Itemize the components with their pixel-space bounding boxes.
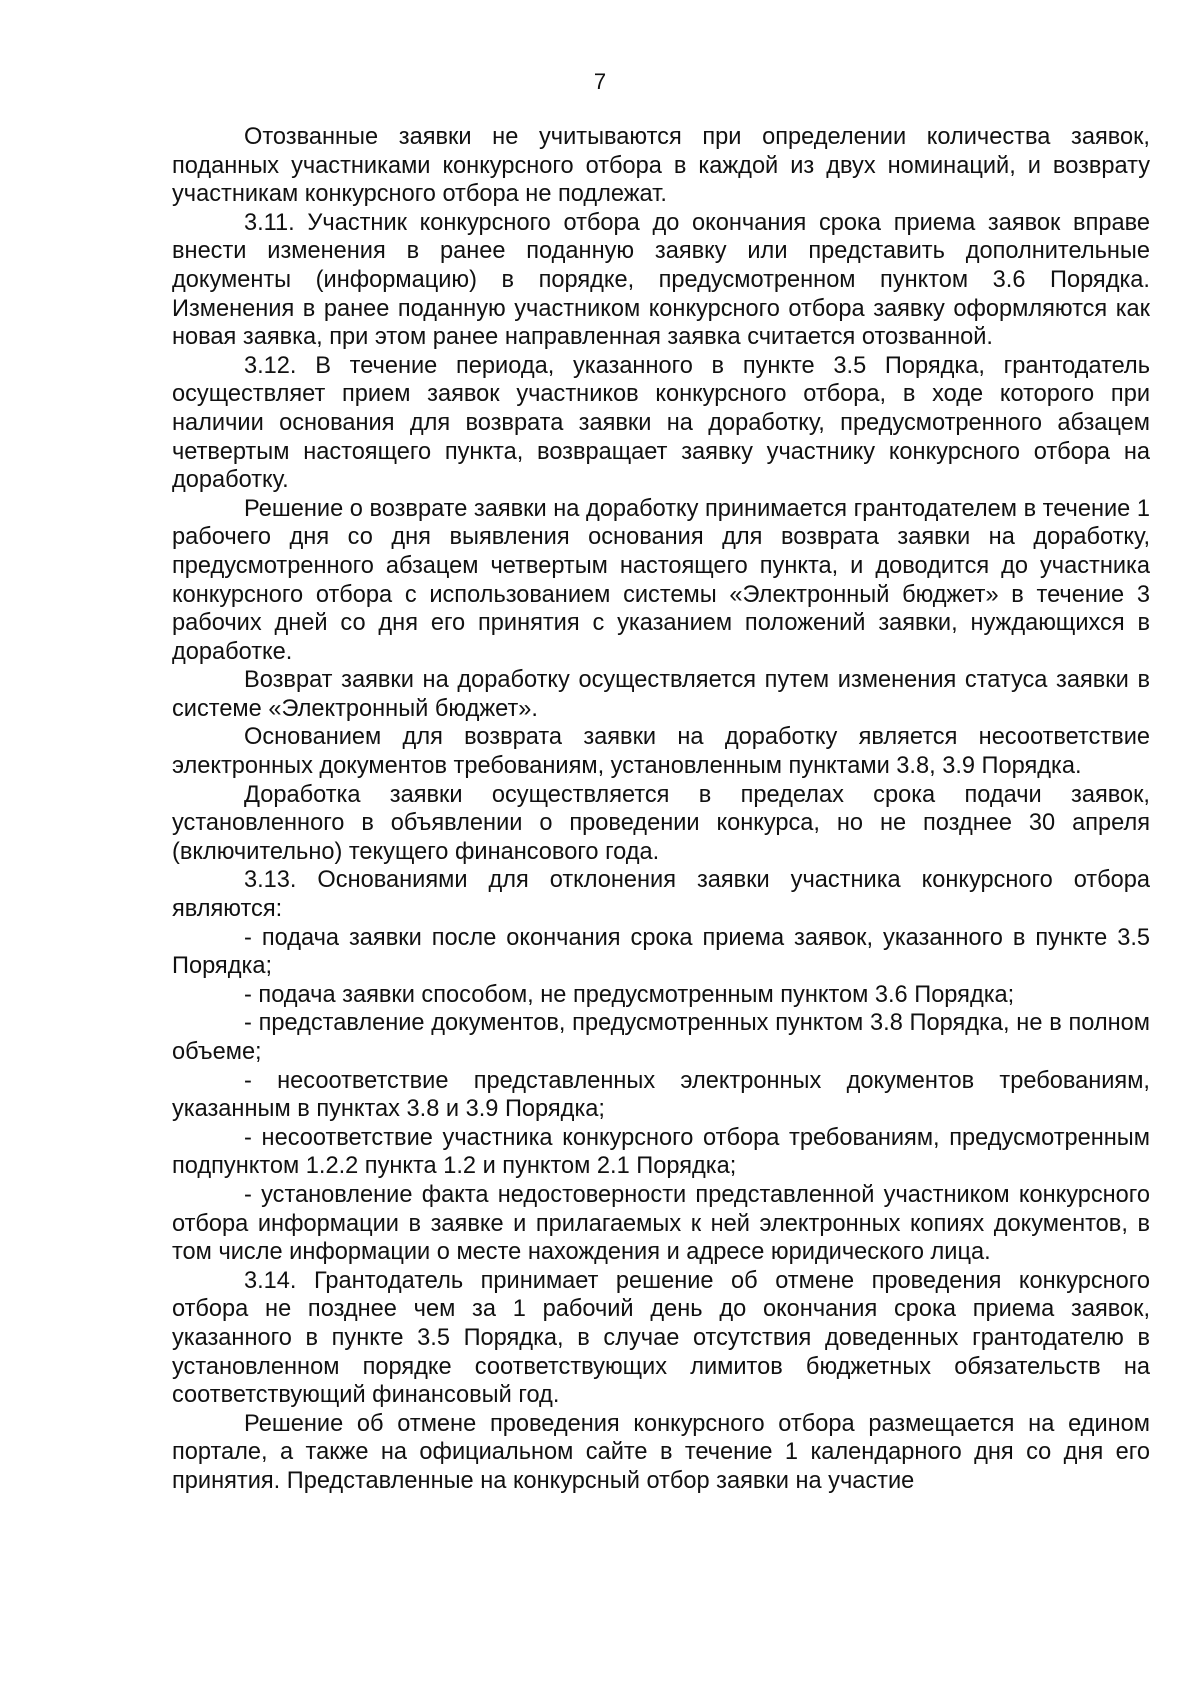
list-item-false-information: - установление факта недостоверности представленной участником конкурсного отбора информации в заявке и прилагаемых к ней электронных копиях документов, в том числе информации о месте нахождения и адресе юридического лица.: [172, 1181, 1150, 1266]
page-number: 7: [593, 69, 607, 94]
list-item-wrong-method: - подача заявки способом, не предусмотренным пунктом 3.6 Порядка;: [244, 981, 1015, 1008]
paragraph-3-13: 3.13. Основаниями для отклонения заявки участника конкурсного отбора являются:: [172, 867, 1150, 923]
list-item-late-submission: - подача заявки после окончания срока приема заявок, указанного в пункте 3.5 Порядка;: [172, 924, 1150, 980]
document-body: [172, 123, 1150, 1496]
paragraph-cancellation-publication: Решение об отмене проведения конкурсного отбора размещается на едином портале, а также на официальном сайте в течение 1 календарного дня со дня его принятия. Представленные на конкурсный отбор заявки на участие: [172, 1410, 1150, 1494]
paragraph-3-11: 3.11. Участник конкурсного отбора до окончания срока приема заявок вправе внести изменения в ранее поданную заявку или представить дополнительные документы (информацию) в порядке, предусмотренном пунктом 3.6 Порядка. Изменения в ранее поданную участником конкурсного отбора заявку оформляются как новая заявка, при этом ранее направленная заявка считается отозванной.: [172, 209, 1150, 351]
paragraph-return-status: Возврат заявки на доработку осуществляется путем изменения статуса заявки в системе «Электронный бюджет».: [172, 667, 1150, 722]
paragraph-3-14: 3.14. Грантодатель принимает решение об отмене проведения конкурсного отбора не позднее чем за 1 рабочий день до окончания срока приема заявок, указанного в пункте 3.5 Порядка, в случае отсутствия доведенных грантодателю в установленном порядке соответствующих лимитов бюджетных обязательств на соответствующий финансовый год.: [172, 1267, 1150, 1409]
paragraph-return-decision: Решение о возврате заявки на доработку принимается грантодателем в течение 1 рабочего дня со дня выявления основания для возврата заявки на доработку, предусмотренного абзацем четвертым настоящего пункта, и доводится до участника конкурсного отбора с использованием системы «Электронный бюджет» в течение 3 рабочих дней со дня его принятия с указанием положений заявки, нуждающихся в доработке.: [172, 495, 1150, 665]
list-item-incomplete-documents: - представление документов, предусмотренных пунктом 3.8 Порядка, не в полном объеме;: [172, 1010, 1150, 1065]
paragraph-revision-deadline: Доработка заявки осуществляется в пределах срока подачи заявок, установленного в объявлении о проведении конкурса, но не позднее 30 апреля (включительно) текущего финансового года.: [172, 781, 1150, 865]
paragraph-3-12: 3.12. В течение периода, указанного в пункте 3.5 Порядка, грантодатель осуществляет прием заявок участников конкурсного отбора, в ходе которого при наличии основания для возврата заявки на доработку, предусмотренного абзацем четвертым настоящего пункта, возвращает заявку участнику конкурсного отбора на доработку.: [172, 352, 1150, 494]
paragraph-return-grounds: Основанием для возврата заявки на доработку является несоответствие электронных документов требованиям, установленным пунктами 3.8, 3.9 Порядка.: [172, 724, 1150, 780]
paragraph-withdrawn-applications: Отозванные заявки не учитываются при определении количества заявок, поданных участниками конкурсного отбора в каждой из двух номинаций, и возврату участникам конкурсного отбора не подлежат.: [172, 124, 1150, 208]
list-item-participant-mismatch: - несоответствие участника конкурсного отбора требованиям, предусмотренным подпунктом 1.2.2 пункта 1.2 и пунктом 2.1 Порядка;: [172, 1124, 1150, 1180]
list-item-document-mismatch: - несоответствие представленных электронных документов требованиям, указанным в пунктах 3.8 и 3.9 Порядка;: [172, 1067, 1150, 1123]
